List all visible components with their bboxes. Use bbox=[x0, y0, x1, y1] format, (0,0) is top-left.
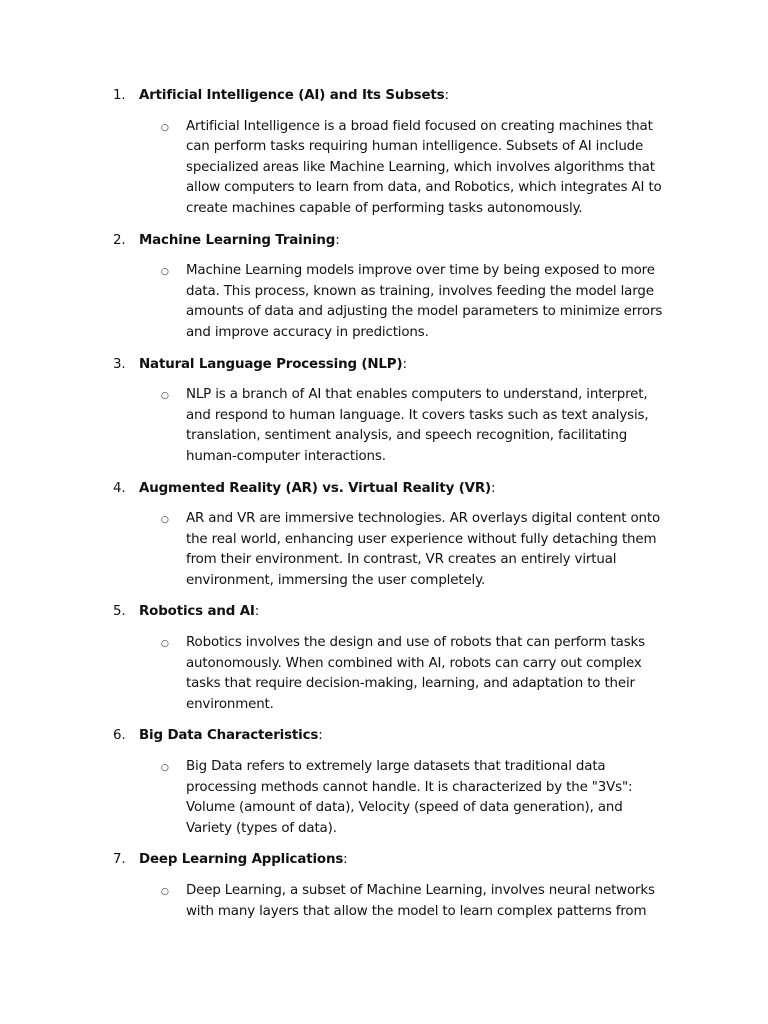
hollow-bullet-icon: ○ bbox=[161, 515, 169, 526]
hollow-bullet-icon: ○ bbox=[161, 391, 169, 402]
list-number: 6. bbox=[113, 728, 126, 744]
list-number: 7. bbox=[113, 852, 126, 868]
hollow-bullet-icon: ○ bbox=[161, 122, 169, 133]
hollow-bullet-icon: ○ bbox=[161, 763, 169, 774]
list-number: 2. bbox=[113, 232, 126, 248]
title-suffix: : bbox=[444, 88, 449, 103]
list-item-heading bbox=[113, 355, 683, 376]
numbered-list bbox=[113, 86, 683, 933]
bullet-text: Artificial Intelligence is a broad field focused on creating machines that can perform tasks requiring human intelligence. Subsets of AI include specialized areas like Machine Learning, which involves algorithms that allow computers to learn from data, and Robotics, which integrates AI to create machines capable of performing tasks autonomously. bbox=[186, 118, 662, 216]
bullet-text: NLP is a branch of AI that enables computers to understand, interpret, and respond to human language. It covers tasks such as text analysis, translation, sentiment analysis, and speech recognition, facilitating human-computer interactions. bbox=[186, 387, 649, 464]
list-item-heading bbox=[113, 86, 683, 107]
hollow-bullet-icon: ○ bbox=[161, 639, 169, 650]
list-item-heading bbox=[113, 479, 683, 500]
list-item-heading bbox=[113, 231, 683, 252]
sub-bullet bbox=[113, 881, 683, 922]
list-item-heading bbox=[113, 602, 683, 623]
title-suffix: : bbox=[335, 232, 340, 248]
title-suffix: : bbox=[402, 356, 407, 372]
bullet-text: Robotics involves the design and use of robots that can perform tasks autonomously. When combined with AI, robots can carry out complex tasks that require decision-making, learning, and adaptation to their environment. bbox=[186, 635, 645, 712]
bullet-text: Big Data refers to extremely large datasets that traditional data processing methods cannot handle. It is characterized by the "3Vs": Volume (amount of data), Velocity (speed of data generation), and Variety (types of data). bbox=[186, 759, 633, 836]
list-item-title: Natural Language Processing (NLP) bbox=[139, 356, 403, 372]
bullet-text: Deep Learning, a subset of Machine Learning, involves neural networks with many layers that allow the model to learn complex patterns from bbox=[186, 883, 655, 919]
bullet-text: AR and VR are immersive technologies. AR overlays digital content onto the real world, enhancing user experience without fully detaching them from their environment. In contrast, VR creates an entirely virtual environment, immersing the user completely. bbox=[186, 511, 661, 588]
list-item bbox=[113, 602, 683, 715]
list-number: 1. bbox=[113, 88, 126, 103]
sub-bullet bbox=[113, 385, 683, 467]
title-suffix: : bbox=[254, 604, 260, 620]
sub-bullet bbox=[113, 261, 683, 343]
title-suffix: : bbox=[343, 852, 348, 868]
list-number: 4. bbox=[113, 480, 126, 496]
list-item bbox=[113, 850, 683, 922]
list-number: 3. bbox=[113, 356, 126, 372]
list-item-title: Deep Learning Applications bbox=[139, 852, 344, 868]
sub-bullet bbox=[113, 509, 683, 591]
list-item-heading bbox=[113, 850, 683, 871]
list-item-heading bbox=[113, 726, 683, 747]
list-item bbox=[113, 479, 683, 592]
title-suffix: : bbox=[318, 728, 323, 744]
list-item bbox=[113, 726, 683, 839]
list-item bbox=[113, 86, 683, 220]
list-item-title: Robotics and AI bbox=[139, 604, 255, 620]
title-suffix: : bbox=[491, 480, 496, 496]
hollow-bullet-icon: ○ bbox=[161, 887, 169, 897]
list-item-title: Artificial Intelligence (AI) and Its Subsets bbox=[139, 88, 445, 103]
list-item bbox=[113, 231, 683, 344]
list-item-title: Augmented Reality (AR) vs. Virtual Reality (VR) bbox=[139, 480, 492, 496]
list-item-title: Big Data Characteristics bbox=[139, 728, 319, 744]
list-item-title: Machine Learning Training bbox=[139, 232, 336, 248]
bullet-text: Machine Learning models improve over time by being exposed to more data. This process, known as training, involves feeding the model large amounts of data and adjusting the model parameters to minimize errors and improve accuracy in predictions. bbox=[186, 263, 663, 340]
list-number: 5. bbox=[113, 604, 126, 620]
sub-bullet bbox=[113, 633, 683, 715]
hollow-bullet-icon: ○ bbox=[161, 267, 169, 278]
sub-bullet bbox=[113, 117, 683, 220]
list-item bbox=[113, 355, 683, 468]
sub-bullet bbox=[113, 757, 683, 839]
